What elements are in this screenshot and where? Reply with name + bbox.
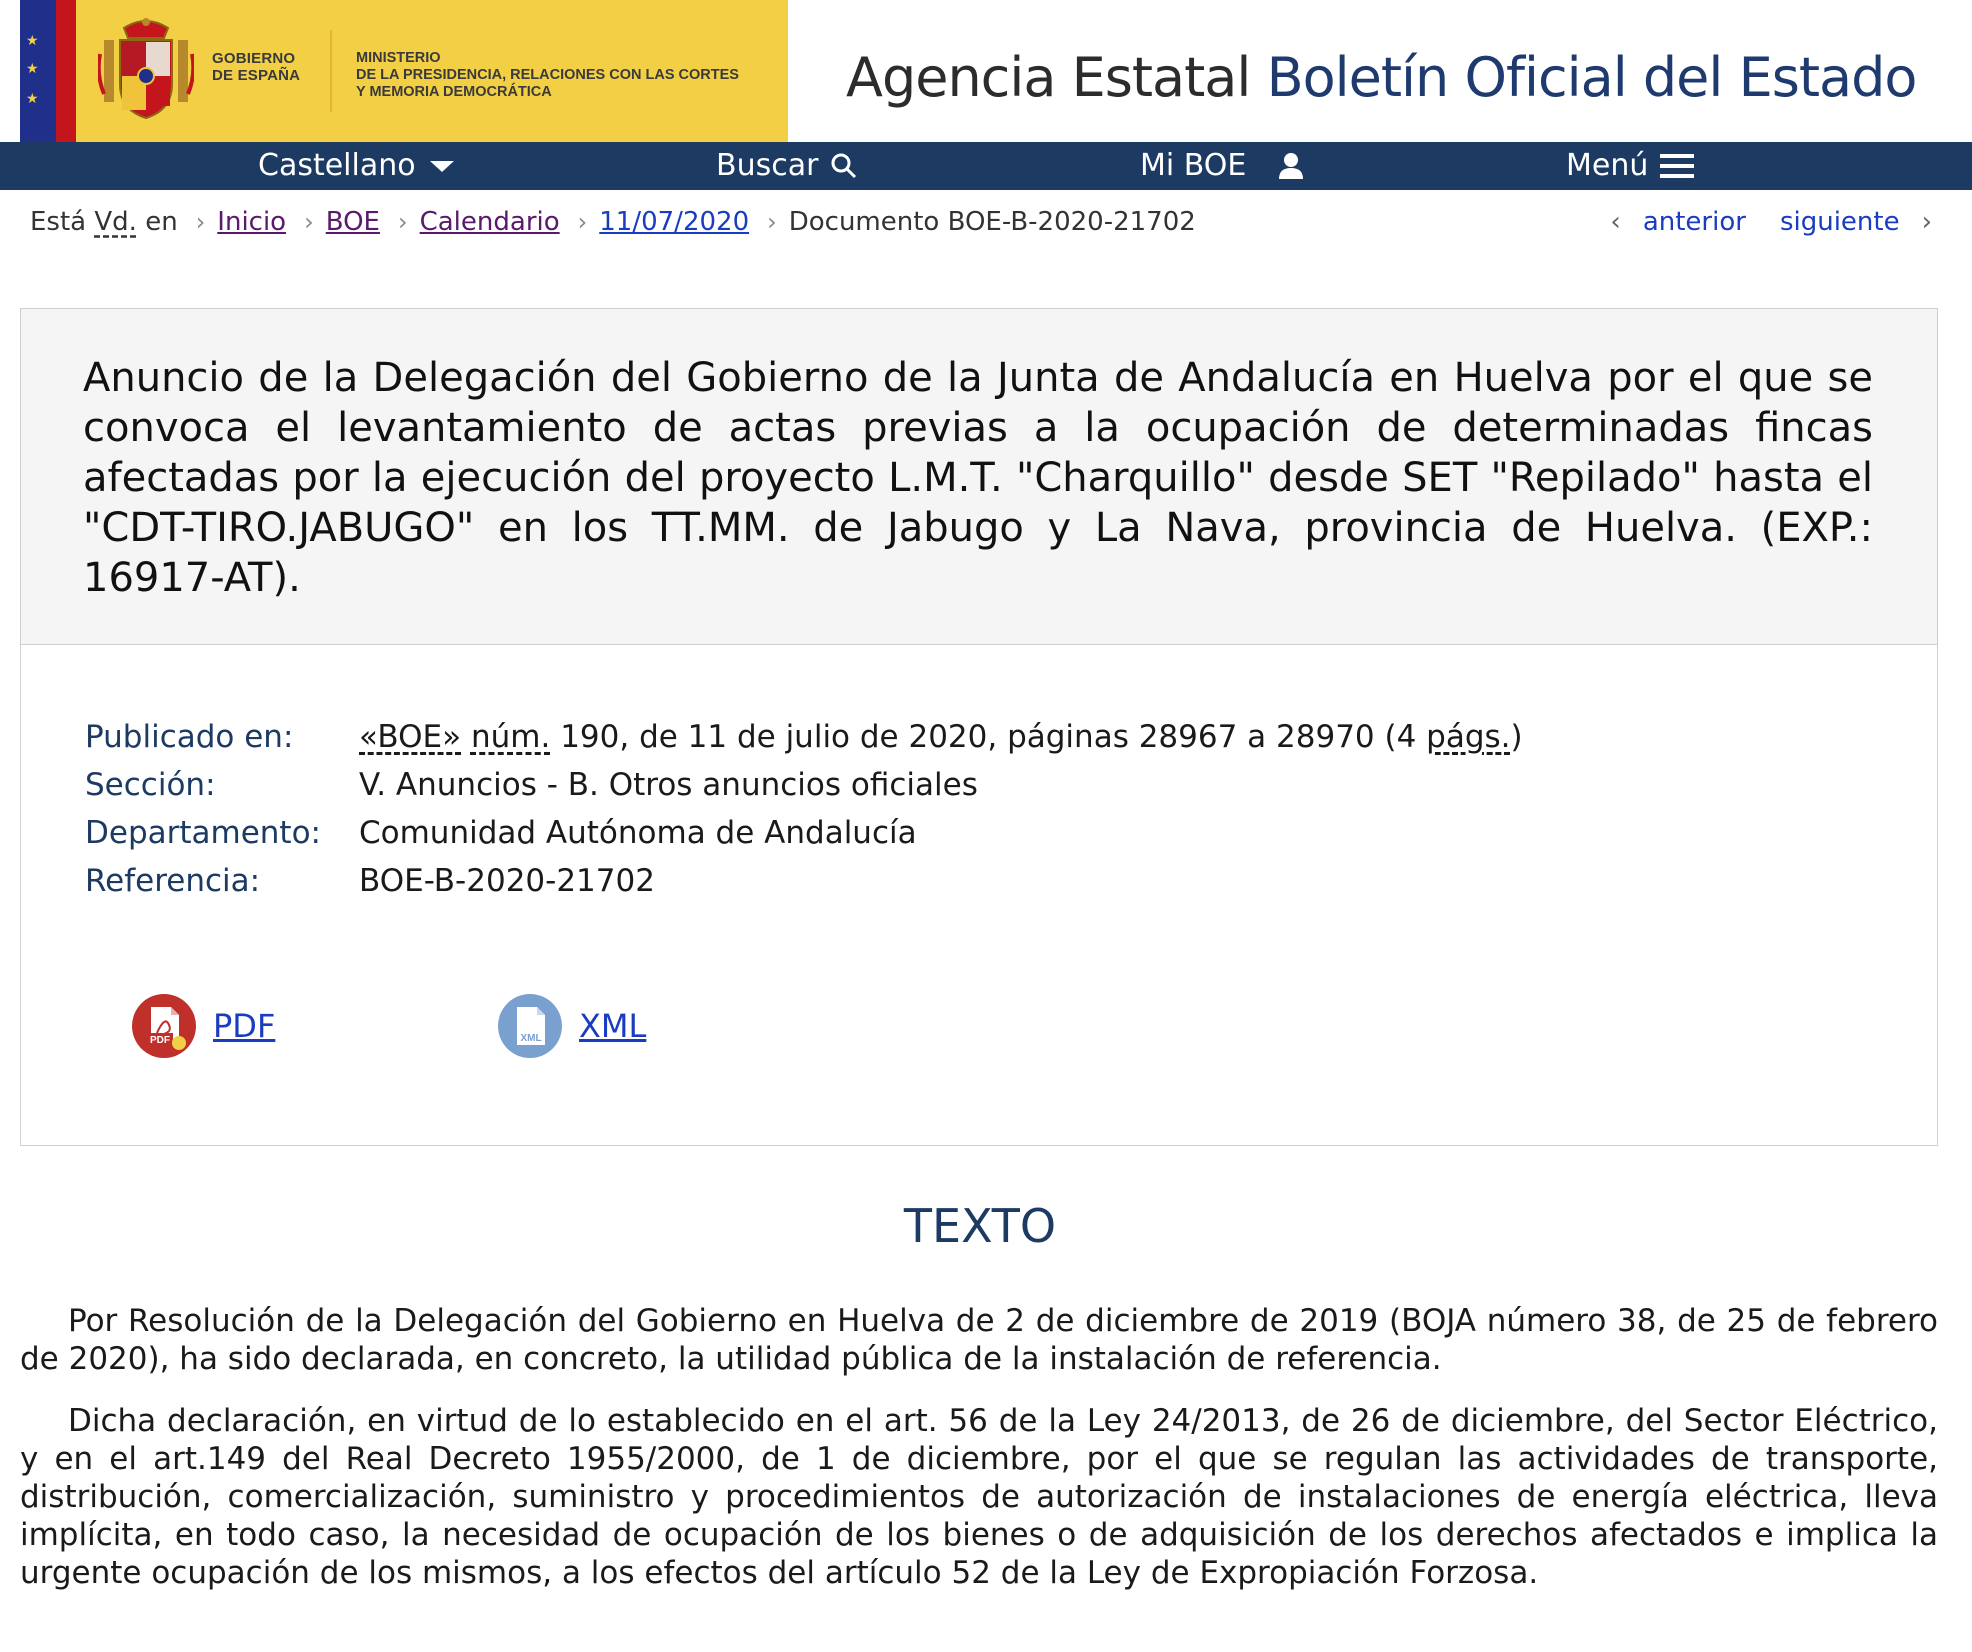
xml-label: XML	[579, 1007, 647, 1045]
published-text: 190, de 11 de julio de 2020, páginas 28967 a 28970 (4	[560, 719, 1417, 755]
breadcrumb	[30, 204, 1196, 240]
pdf-download-link[interactable]	[131, 993, 275, 1059]
site-header	[0, 0, 1972, 142]
chevron-right-icon: ›	[397, 208, 408, 236]
menu-label: Menú	[1566, 148, 1649, 183]
published-value	[359, 713, 1523, 761]
site-title-agency: Agencia Estatal	[846, 46, 1267, 109]
published-label: Publicado en:	[85, 719, 294, 755]
breadcrumb-prefix-end: en	[136, 207, 178, 237]
reference-value: BOE-B-2020-21702	[359, 863, 655, 899]
department-label: Departamento:	[85, 815, 321, 851]
published-boe: «BOE»	[359, 719, 462, 755]
search-icon	[830, 152, 858, 180]
chevron-left-icon: ‹	[1610, 207, 1621, 237]
previous-link[interactable]: anterior	[1642, 207, 1746, 237]
hamburger-icon	[1660, 153, 1694, 179]
ministry-line1: MINISTERIO	[356, 50, 441, 66]
banner-divider	[330, 30, 332, 112]
breadcrumb-prefix: Está	[30, 207, 95, 237]
language-selector[interactable]	[258, 142, 456, 190]
ministry-name	[356, 50, 766, 101]
pdf-file-icon	[131, 993, 197, 1059]
document-pager	[1610, 204, 1932, 240]
meta-row-published	[85, 713, 1885, 761]
ministry-line2: DE LA PRESIDENCIA, RELACIONES CON LAS CORTES	[356, 67, 739, 83]
caret-down-icon	[428, 158, 456, 174]
coat-of-arms-icon	[98, 14, 194, 124]
chevron-right-icon: ›	[195, 208, 206, 236]
chevron-right-icon: ›	[304, 208, 314, 236]
main-nav	[0, 142, 1972, 190]
language-label: Castellano	[258, 148, 416, 183]
pdf-label: PDF	[213, 1007, 276, 1045]
document-summary	[20, 308, 1938, 1146]
breadcrumb-date[interactable]: 11/07/2020	[599, 207, 750, 237]
body-paragraph-2: Dicha declaración, en virtud de lo establecido en el art. 56 de la Ley 24/2013, de 26 de diciembre, del Sector Eléctrico, y en el art.149 del Real Decreto 1955/2000, de 1 de diciembre, por el que se regulan las actividades de transporte, distribución, comercialización, suministro y procedimientos de autorización de instalaciones de energía eléctrica, lleva implícita, en todo caso, la necesidad de ocupación de los bienes o de adquisición de los derechos afectados e implica la urgente ocupación de los mismos, a los efectos del artículo 52 de la Ley de Expropiación Forzosa.	[20, 1403, 1938, 1591]
menu-button[interactable]	[1566, 142, 1694, 190]
document-title: Anuncio de la Delegación del Gobierno de la Junta de Andalucía en Huelva por el que se convoca el levantamiento de actas previas a la ocupación de determinadas fincas afectadas por la ejecución del proyecto L.M.T. "Charquillo" desde SET "Repilado" hasta el "CDT-TIRO.JABUGO" en los TT.MM. de Jabugo y La Nava, provincia de Huelva. (EXP.: 16917-AT).	[83, 355, 1873, 601]
breadcrumb-abbr: Vd.	[94, 207, 137, 237]
search-button[interactable]	[716, 142, 858, 190]
government-name	[212, 50, 312, 84]
chevron-right-icon: ›	[1921, 207, 1932, 237]
chevron-right-icon: ›	[577, 208, 588, 236]
next-link[interactable]: siguiente	[1779, 207, 1900, 237]
gov-name-line1: GOBIERNO	[212, 50, 296, 67]
site-title[interactable]	[846, 46, 1916, 110]
user-icon	[1274, 152, 1308, 180]
meta-row-department	[85, 809, 1885, 857]
ministry-line3: Y MEMORIA DEMOCRÁTICA	[356, 84, 552, 100]
site-title-boe: Boletín Oficial del Estado	[1266, 46, 1917, 109]
published-num-abbr: núm.	[470, 719, 551, 755]
meta-row-section	[85, 761, 1885, 809]
texto-heading: TEXTO	[903, 1199, 1057, 1253]
document-title-area	[21, 309, 1937, 645]
xml-download-link[interactable]	[497, 993, 646, 1059]
published-close: )	[1510, 719, 1523, 755]
document-metadata	[85, 713, 1885, 905]
spain-flag-stripe	[56, 0, 76, 142]
body-paragraph-1: Por Resolución de la Delegación del Gobierno en Huelva de 2 de diciembre de 2019 (BOJA número 38, de 25 de febrero de 2020), ha sido declarada, en concreto, la utilidad pública de la instalación de referencia.	[20, 1303, 1938, 1377]
pdf-icon-text: PDF	[150, 1035, 170, 1046]
my-boe-label: Mi BOE	[1140, 148, 1247, 183]
xml-file-icon	[497, 993, 563, 1059]
meta-row-reference	[85, 857, 1885, 905]
breadcrumb-inicio[interactable]: Inicio	[217, 207, 287, 237]
search-label: Buscar	[716, 148, 819, 183]
gov-name-line2: DE ESPAÑA	[212, 67, 301, 84]
breadcrumb-current: Documento BOE-B-2020-21702	[788, 207, 1196, 237]
section-label: Sección:	[85, 767, 216, 803]
xml-icon-text: XML	[520, 1033, 542, 1044]
breadcrumb-boe[interactable]: BOE	[325, 207, 380, 237]
chevron-right-icon: ›	[767, 208, 777, 236]
breadcrumb-calendario[interactable]: Calendario	[419, 207, 560, 237]
reference-label: Referencia:	[85, 863, 261, 899]
my-boe-button[interactable]	[1140, 142, 1308, 190]
eu-flag-icon: ★ ★ ★	[20, 0, 76, 142]
department-value: Comunidad Autónoma de Andalucía	[359, 815, 917, 851]
published-pags-abbr: págs.	[1426, 719, 1511, 755]
section-value: V. Anuncios - B. Otros anuncios oficiales	[359, 767, 978, 803]
